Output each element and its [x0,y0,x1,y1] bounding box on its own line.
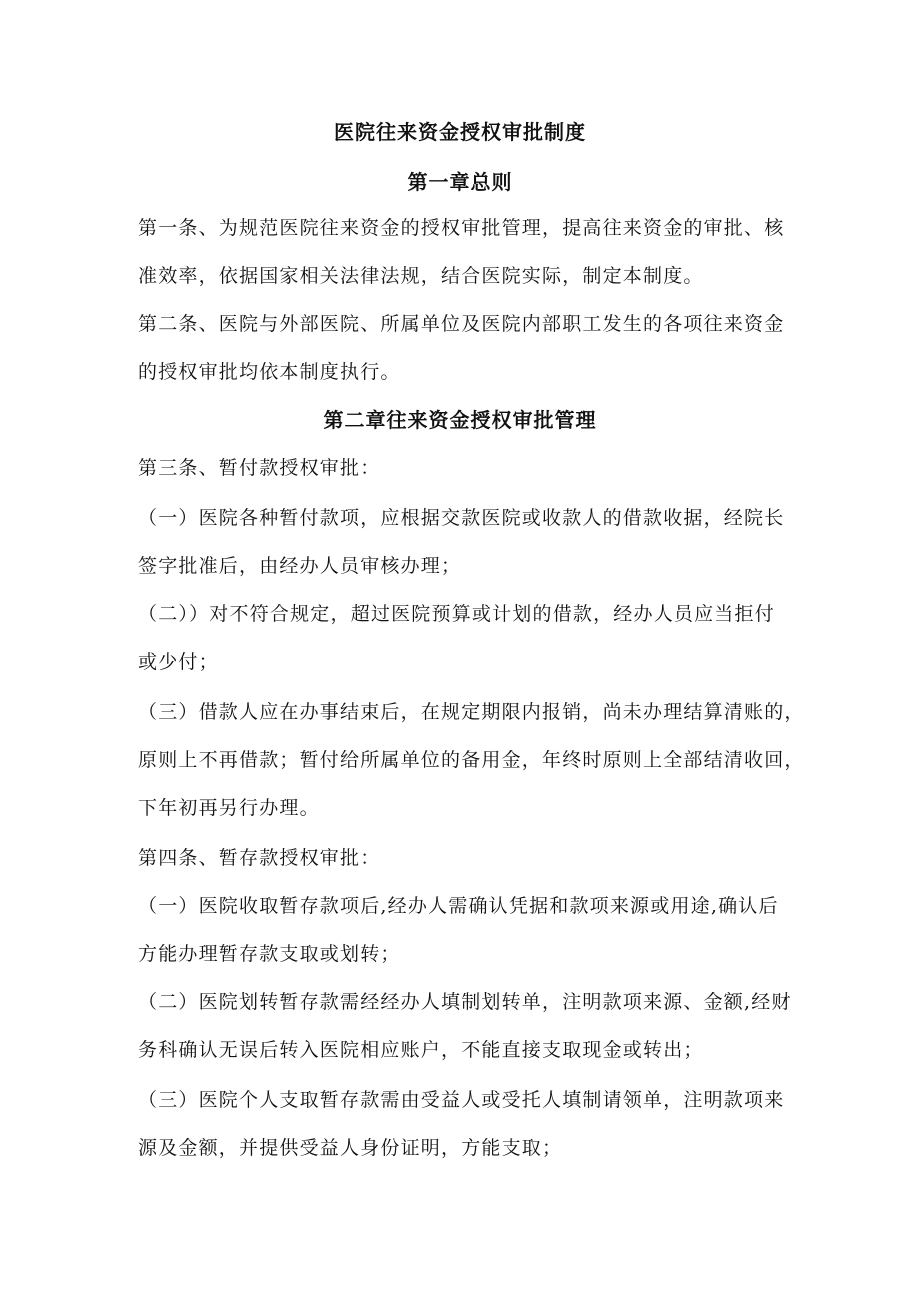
article-4-item-2-line-1: （二）医院划转暂存款需经经办人填制划转单，注明款项来源、金额,经财 [138,991,792,1013]
article-1-line-1: 第一条、为规范医院往来资金的授权审批管理，提高往来资金的审批、核 [138,217,785,239]
chapter-2-heading: 第二章往来资金授权审批管理 [323,408,597,432]
article-2-line-2: 的授权审批均依本制度执行。 [138,361,401,383]
article-3-item-1-line-2: 签字批准后，由经办人员审核办理； [138,555,462,577]
article-3-item-3-line-1: （三）借款人应在办事结束后，在规定期限内报销，尚未办理结算清账的， [138,701,805,723]
article-3-item-2-line-1: （二））对不符合规定，超过医院预算或计划的借款，经办人员应当拒付 [138,603,775,625]
article-3-item-2-line-2: 或少付； [138,651,219,673]
article-4-item-1-line-1: （一）医院收取暂存款项后,经办人需确认凭据和款项来源或用途,确认后 [138,895,779,917]
article-1-line-2: 准效率，依据国家相关法律法规，结合医院实际，制定本制度。 [138,265,704,287]
article-2-line-1: 第二条、医院与外部医院、所属单位及医院内部职工发生的各项往来资金 [138,313,785,335]
chapter-1-heading: 第一章总则 [407,170,513,194]
article-3-item-3-line-3: 下年初再另行办理。 [138,797,320,819]
article-4-item-3-line-1: （三）医院个人支取暂存款需由受益人或受托人填制请领单，注明款项来 [138,1089,785,1111]
article-4-item-3-line-2: 源及金额，并提供受益人身份证明，方能支取； [138,1137,563,1159]
article-4-item-2-line-2: 务科确认无误后转入医院相应账户，不能直接支取现金或转出； [138,1039,704,1061]
article-3-item-3-line-2: 原则上不再借款；暂付给所属单位的备用金，年终时原则上全部结清收回， [138,749,805,771]
article-3-item-1-line-1: （一）医院各种暂付款项，应根据交款医院或收款人的借款收据，经院长 [138,507,785,529]
article-4-item-1-line-2: 方能办理暂存款支取或划转； [138,943,401,965]
article-4-heading: 第四条、暂存款授权审批： [138,847,381,869]
document-title: 医院往来资金授权审批制度 [334,120,586,144]
article-3-heading: 第三条、暂付款授权审批： [138,457,381,479]
